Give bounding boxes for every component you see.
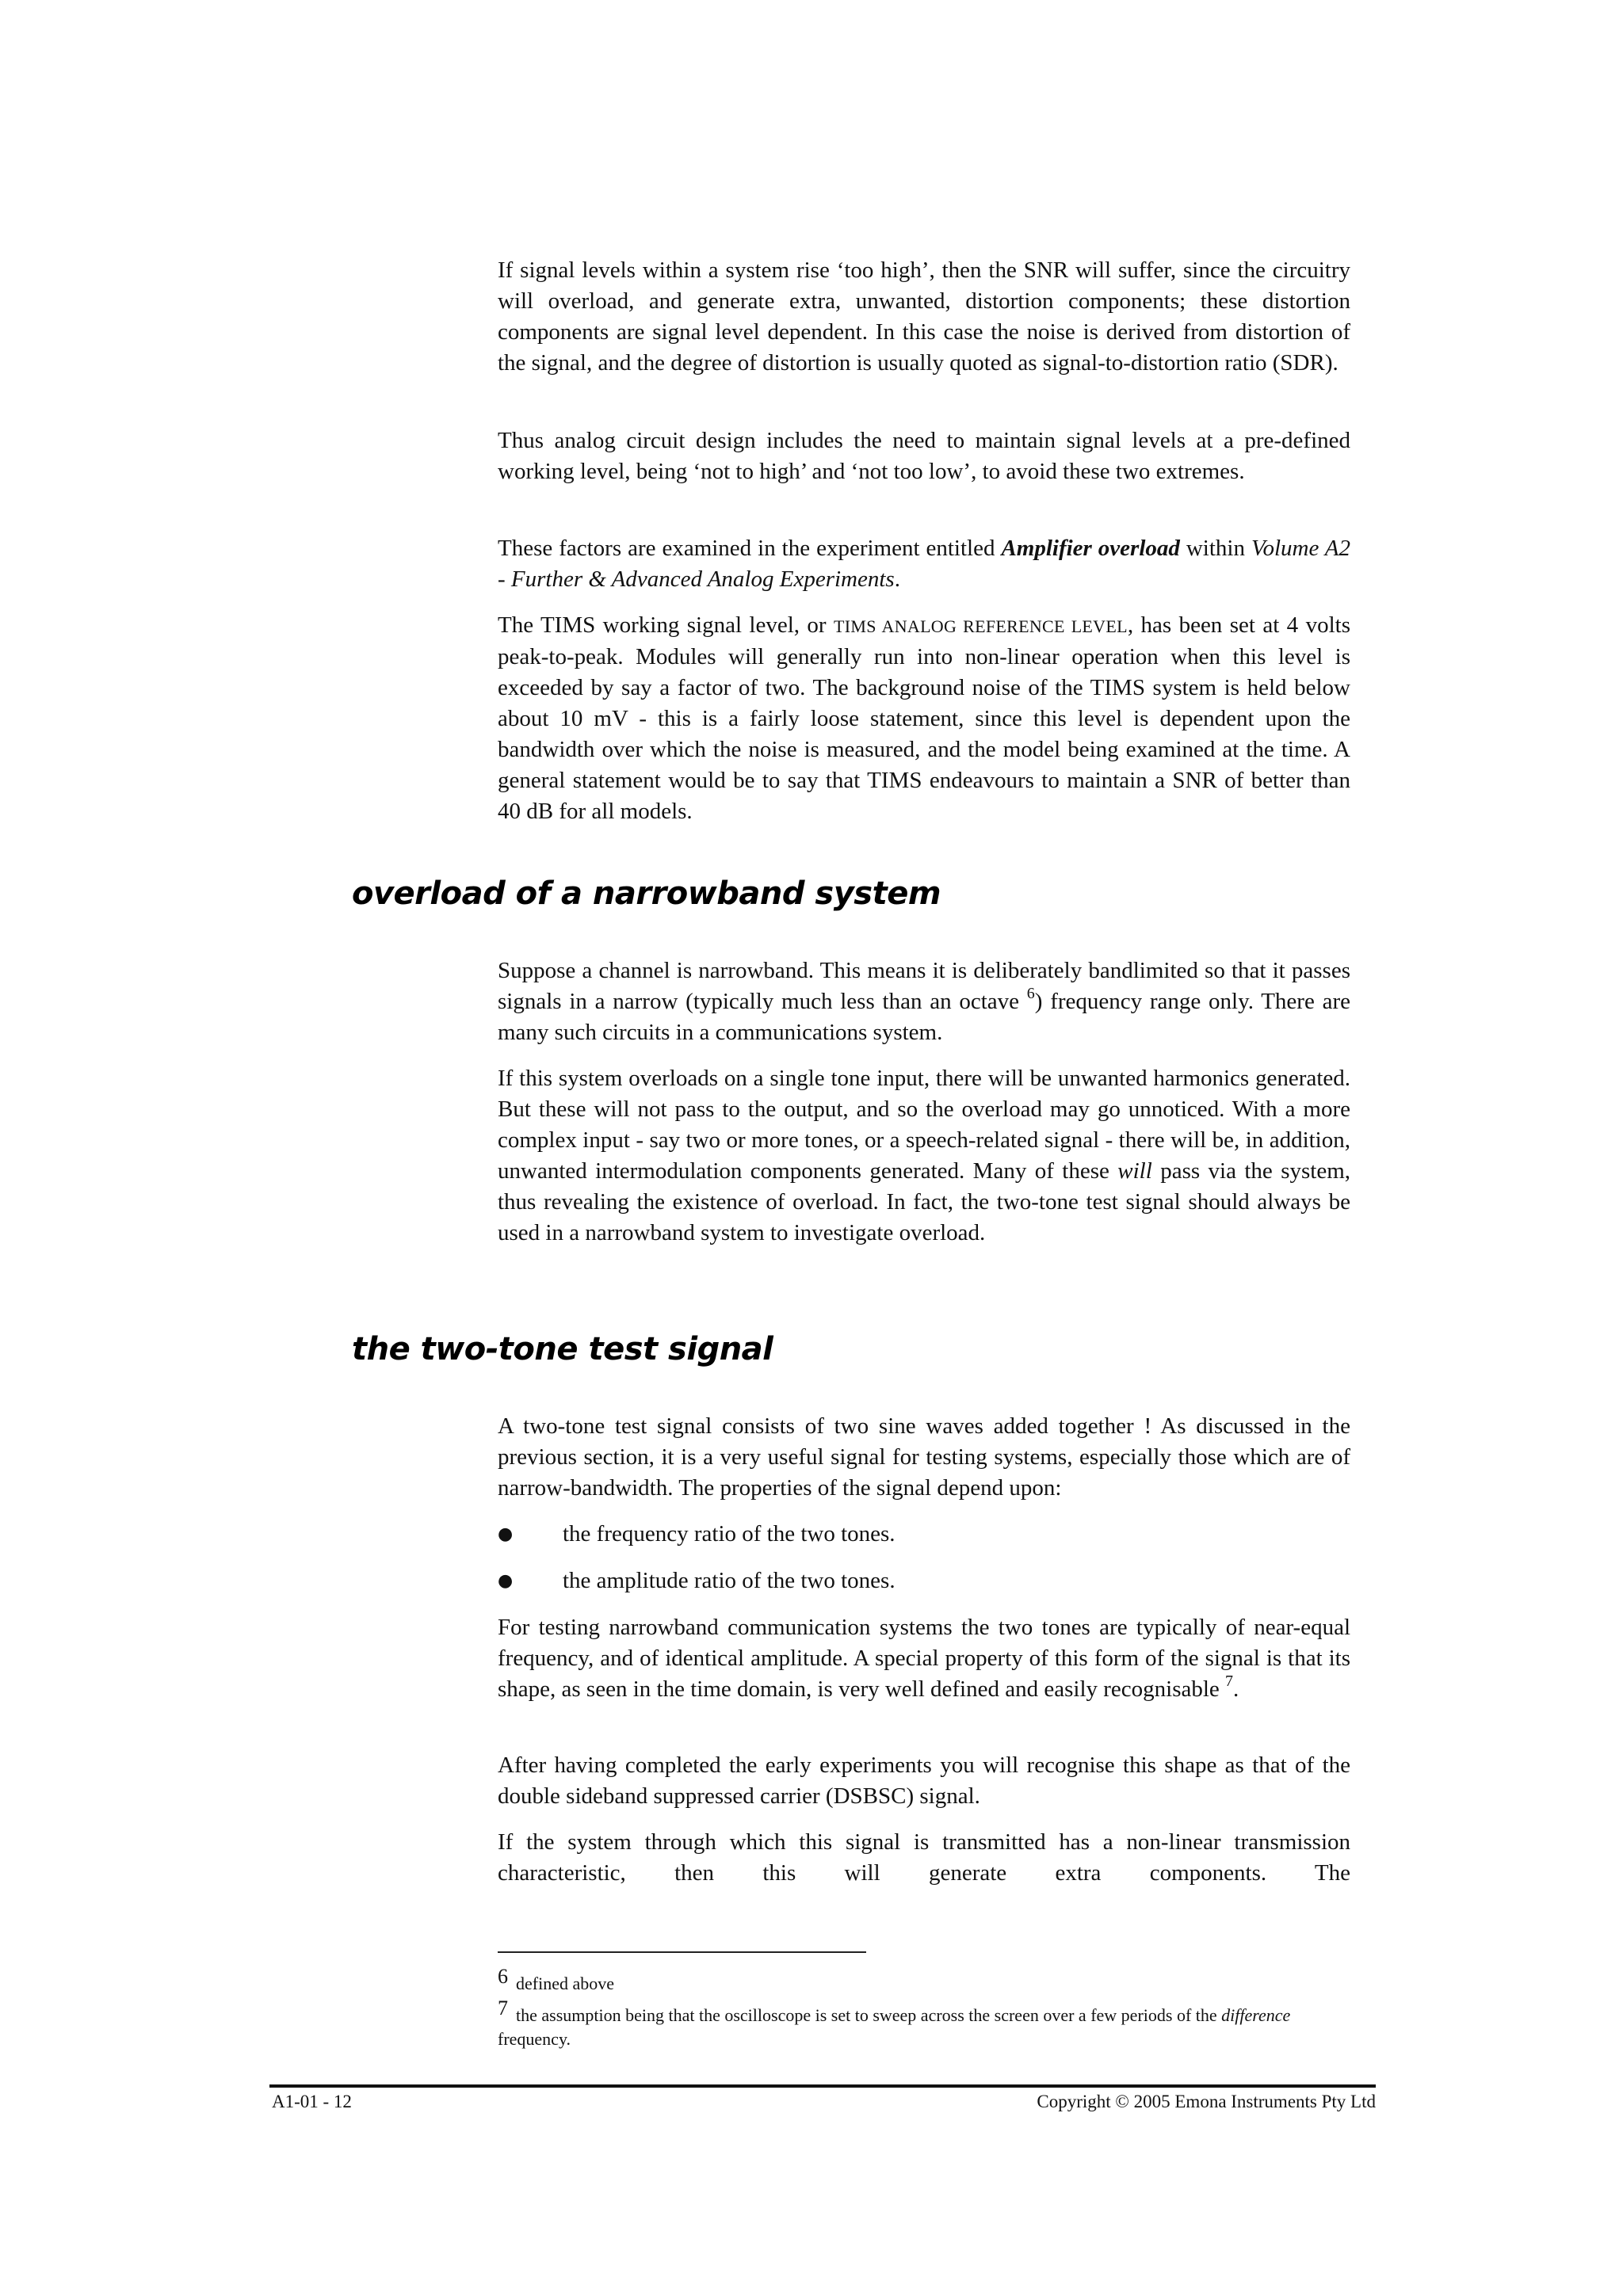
- paragraph-text: If signal levels within a system rise ‘too high’, then the SNR will suffer, since the circuitry will overload, and generate extra, unwanted, distortion components; these distortion components are signal level dependent. In this case the noise is derived from distortion of the signal, and the degree of distortion is usually quoted as signal-to-distortion ratio (SDR).: [498, 257, 1350, 376]
- paragraph-amplifier-overload: [498, 533, 1350, 595]
- footnote-text: defined above: [516, 1974, 614, 1993]
- page-number: A1-01 - 12: [272, 2092, 352, 2111]
- footnote-6: [498, 1965, 1350, 1996]
- footnote-emphasis: difference: [1221, 2005, 1291, 2025]
- text-run: within: [1179, 536, 1251, 561]
- footnote-text: the assumption being that the oscilloscope is set to sweep across the screen over a few periods of the: [516, 2005, 1222, 2025]
- paragraph-text: A two-tone test signal consists of two sine waves added together ! As discussed in the previous section, it is a very useful signal for testing systems, especially those which are of narrow-bandwidth. The properties of the signal depend upon:: [498, 1413, 1350, 1501]
- paragraph-text: [498, 955, 1350, 1048]
- text-run: .: [894, 566, 900, 592]
- paragraph-text: [498, 1063, 1350, 1249]
- paragraph-signal-too-high: [498, 255, 1350, 379]
- volume-title: Volume A2 - Further & Advanced Analog Experiments: [498, 536, 1350, 592]
- paragraph-narrowband-channel: [498, 955, 1350, 1048]
- footnote-ref-7: 7: [1225, 1672, 1234, 1691]
- experiment-title: Amplifier overload: [1001, 536, 1180, 561]
- bullet-icon: ●: [498, 1571, 514, 1591]
- footnote-ref-6: 6: [1026, 985, 1035, 1003]
- text-run: ) frequency range only. There are many such circuits in a communications system.: [498, 989, 1350, 1045]
- text-run: .: [1233, 1676, 1239, 1702]
- text-run: For testing narrowband communication systems the two tones are typically of near-equal frequency, and of identical amplitude. A special property of this form of the signal is that its shape, as seen in the time domain, is very well defined and easily recognisable: [498, 1615, 1350, 1702]
- paragraph-dsbsc: [498, 1750, 1350, 1812]
- paragraph-text: [498, 1612, 1350, 1705]
- copyright-notice: Copyright © 2005 Emona Instruments Pty Ltd: [1037, 2092, 1376, 2111]
- footer-divider: [269, 2084, 1376, 2088]
- text-run: pass via the system, thus revealing the existence of overload. In fact, the two-tone test signal should always be used in a narrowband system to investigate overload.: [498, 1158, 1351, 1245]
- paragraph-text: Thus analog circuit design includes the need to maintain signal levels at a pre-defined working level, being ‘not to high’ and ‘not too low’, to avoid these two extremes.: [498, 428, 1350, 484]
- footnote-text: frequency.: [498, 2029, 571, 2049]
- footnote-7: [498, 1997, 1350, 2051]
- bullet-icon: ●: [498, 1524, 514, 1544]
- section-heading-narrowband-overload: overload of a narrowband system: [352, 875, 941, 912]
- smallcaps-term: TIMS ANALOG REFERENCE LEVEL: [834, 616, 1128, 636]
- footnote-number: 7: [498, 1997, 508, 2019]
- paragraph-text: If the system through which this signal is transmitted has a non-linear transmission characteristic, then this will generate extra components. The: [498, 1829, 1350, 1886]
- paragraph-text: After having completed the early experiments you will recognise this shape as that of the double sideband suppressed carrier (DSBSC) signal.: [498, 1753, 1350, 1809]
- paragraph-analog-design: [498, 425, 1350, 487]
- paragraph-tims-reference-level: [498, 610, 1350, 827]
- list-item-text: the frequency ratio of the two tones.: [563, 1521, 896, 1547]
- paragraph-system-overloads: [498, 1063, 1350, 1249]
- footnote-number: 6: [498, 1965, 508, 1988]
- emphasis-word: will: [1117, 1158, 1152, 1184]
- list-item-text: the amplitude ratio of the two tones.: [563, 1568, 896, 1593]
- text-run: The TIMS working signal level, or: [498, 612, 834, 638]
- text-run: , has been set at 4 volts peak-to-peak. Modules will generally run into non-linear operation when this level is exceeded by say a factor of two. The background noise of the TIMS system is held below about 10 mV - this is a fairly loose statement, since this level is dependent upon the bandwidth over which the noise is measured, and the model being examined at the time. A general statement would be to say that TIMS endeavours to maintain a SNR of better than 40 dB for all models.: [498, 612, 1350, 824]
- paragraph-text: [498, 533, 1350, 595]
- paragraph-narrowband-testing: [498, 1612, 1350, 1705]
- text-run: Suppose a channel is narrowband. This means it is deliberately bandlimited so that it passes signals in a narrow (typically much less than an octave: [498, 958, 1350, 1014]
- text-run: These factors are examined in the experiment entitled: [498, 536, 1002, 561]
- paragraph-non-linear: [498, 1827, 1350, 1889]
- paragraph-text: [498, 610, 1350, 827]
- footnote-divider: [498, 1951, 866, 1953]
- text-run: If this system overloads on a single tone input, there will be unwanted harmonics generated. But these will not pass to the output, and so the overload may go unnoticed. With a more complex input - say two or more tones, or a speech-related signal - there will be, in addition, unwanted intermodulation components generated. Many of these: [498, 1066, 1350, 1184]
- paragraph-two-tone-definition: [498, 1411, 1350, 1504]
- section-heading-two-tone-signal: the two-tone test signal: [352, 1331, 773, 1367]
